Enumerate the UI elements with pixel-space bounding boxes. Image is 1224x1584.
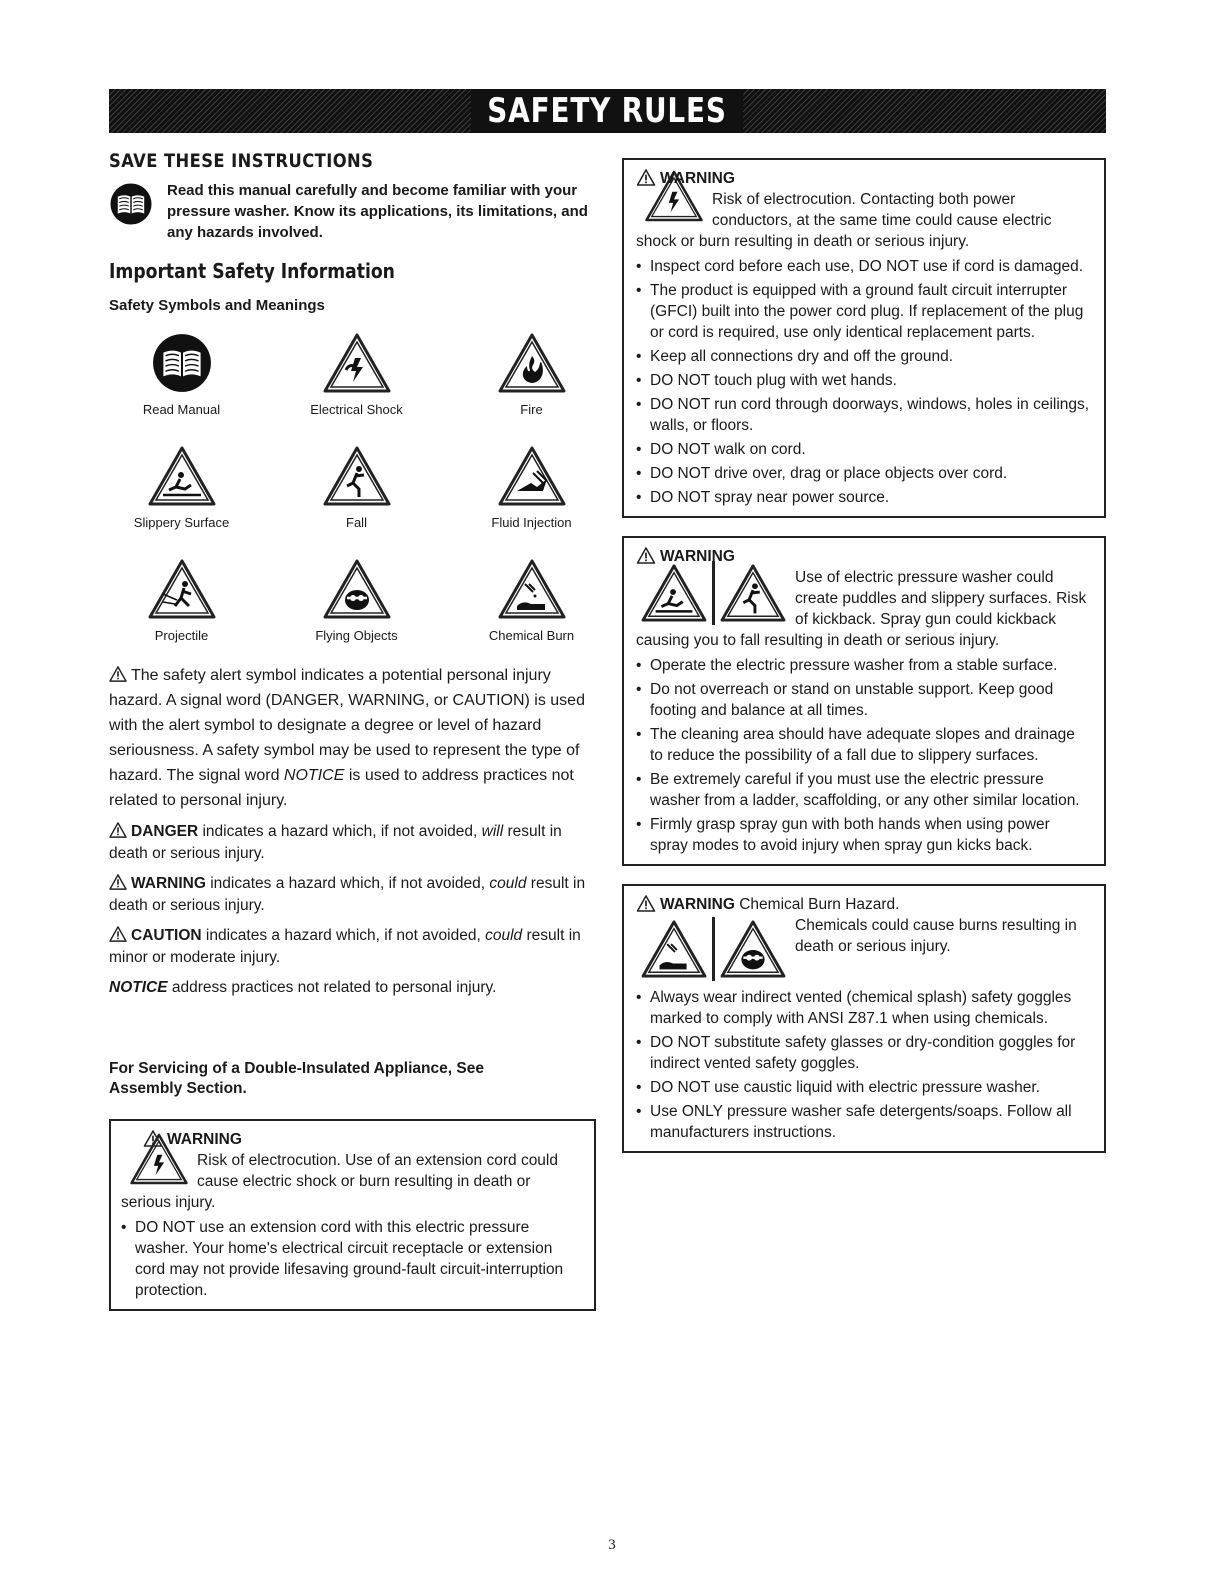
safety-alert-icon (143, 1130, 163, 1147)
symbol-read-manual (109, 330, 254, 417)
important-safety-heading: Important Safety Information (109, 259, 395, 283)
page-number: 3 (608, 1537, 616, 1553)
safety-alert-icon (109, 666, 127, 682)
list-item: • DO NOT touch plug with wet hands. (636, 370, 1090, 391)
slippery-surface-icon (640, 563, 708, 623)
intro-block (109, 180, 596, 243)
list-item: • Do not overreach or stand on unstable support. Keep good footing and balance at all times. (636, 679, 1090, 721)
symbol-slippery-surface (109, 443, 254, 530)
warning-signal-word: WARNING (660, 896, 735, 913)
symbol-label: Fluid Injection (491, 515, 572, 530)
warning-signal-word: WARNING (131, 875, 206, 892)
danger-text: indicates a hazard which, if not avoided, (202, 823, 478, 840)
warning-bullets (636, 987, 1090, 1143)
list-item: • Firmly grasp spray gun with both hands when using power spray modes to avoid injury when spray gun kicks back. (636, 814, 1090, 856)
warning-emphasis: could (489, 875, 527, 892)
read-manual-icon (109, 182, 153, 226)
safety-alert-icon (109, 926, 127, 942)
caution-emphasis: could (485, 927, 523, 944)
warning-lead: Risk of electrocution. Use of an extension cord could cause electric shock or burn resulting in death or serious injury. (121, 1152, 558, 1211)
fluid-injection-icon (497, 443, 567, 509)
symbol-label: Projectile (154, 628, 209, 643)
danger-text-end: result in death or serious injury. (109, 823, 562, 862)
notice-signal-word: NOTICE (109, 979, 168, 996)
warning-header (636, 168, 1090, 189)
list-item: • Be extremely careful if you must use the electric pressure washer from a ladder, scaffolding, or any other similar location. (636, 769, 1090, 811)
alert-paragraph-text: The safety alert symbol indicates a potential personal injury hazard. A signal word (DANGER, WARNING, or CAUTION) is used with the alert symbol to designate a degree or level of hazard seriousness. A safety symbol may be used to represent the type of hazard. The signal word (109, 667, 585, 784)
chemical-burn-icon (497, 556, 567, 622)
danger-signal-word: DANGER (131, 823, 199, 840)
safety-symbols-grid (109, 330, 596, 643)
list-item: • DO NOT spray near power source. (636, 487, 1090, 508)
slippery-kickback-warning-box (622, 536, 1106, 866)
warning-signal-word: WARNING (167, 1131, 242, 1148)
notice-word: NOTICE (283, 767, 345, 784)
warning-lead: Risk of electrocution. Contacting both power conductors, at the same time could cause electric shock or burn resulting in death or serious injury. (636, 191, 1052, 250)
list-item: • Inspect cord before each use, DO NOT use if cord is damaged. (636, 256, 1090, 277)
symbol-fluid-injection (459, 443, 604, 530)
symbol-label: Chemical Burn (488, 628, 575, 643)
list-item: • Operate the electric pressure washer from a stable surface. (636, 655, 1090, 676)
safety-alert-icon (109, 822, 127, 838)
symbol-fall (284, 443, 429, 530)
warning-header (121, 1129, 580, 1150)
danger-emphasis: will (481, 823, 504, 840)
notice-text: address practices not related to personal injury. (171, 979, 497, 996)
warning-bullets (636, 655, 1090, 856)
list-item: • Keep all connections dry and off the ground. (636, 346, 1090, 367)
symbol-label: Read Manual (142, 402, 221, 417)
notice-definition (109, 977, 596, 999)
list-item: • Use ONLY pressure washer safe detergents/soaps. Follow all manufacturers instructions. (636, 1101, 1090, 1143)
alert-paragraph-text-end: is used to address practices not related to personal injury. (109, 767, 574, 809)
list-item: • The product is equipped with a ground fault circuit interrupter (GFCI) built into the power cord plug. If replacement of the plug or cord is required, use only identical replacement parts. (636, 280, 1090, 343)
list-item: • DO NOT walk on cord. (636, 439, 1090, 460)
symbol-label: Fall (346, 515, 367, 530)
fall-icon (322, 443, 392, 509)
flying-objects-icon (719, 919, 787, 979)
fire-icon (497, 330, 567, 396)
servicing-heading: For Servicing of a Double-Insulated Appliance, See Assembly Section. (109, 1060, 484, 1097)
safety-alert-icon (636, 895, 656, 912)
warning-definition (109, 873, 596, 917)
section-banner (109, 89, 1106, 133)
symbol-fire (459, 330, 604, 417)
caution-signal-word: CAUTION (131, 927, 202, 944)
electrical-shock-icon (322, 330, 392, 396)
list-item: • DO NOT substitute safety glasses or dry-condition goggles for indirect vented safety goggles. (636, 1032, 1090, 1074)
symbol-label: Electrical Shock (310, 402, 403, 417)
caution-text-end: result in minor or moderate injury. (109, 927, 581, 966)
list-item: • DO NOT use an extension cord with this electric pressure washer. Your home's electrical circuit receptacle or extension cord may not provide lifesaving ground-fault circuit-interruption protection. (121, 1217, 580, 1301)
symbol-label: Flying Objects (315, 628, 398, 643)
hazard-icon-pair (640, 917, 787, 981)
caution-definition (109, 925, 596, 969)
warning-header (636, 546, 1090, 567)
list-item: • The cleaning area should have adequate slopes and drainage to reduce the possibility of a fall due to slippery surfaces. (636, 724, 1090, 766)
warning-text-end: result in death or serious injury. (109, 875, 586, 914)
left-column (109, 150, 596, 1311)
warning-title: Chemical Burn Hazard. (739, 896, 900, 913)
symbol-chemical-burn (459, 556, 604, 643)
symbols-heading: Safety Symbols and Meanings (109, 297, 325, 314)
list-item: • DO NOT run cord through doorways, windows, holes in ceilings, walls, or floors. (636, 394, 1090, 436)
hazard-icon-pair (640, 561, 787, 625)
extension-cord-warning-box (109, 1119, 596, 1311)
slippery-surface-icon (147, 443, 217, 509)
safety-alert-icon (636, 547, 656, 564)
list-item: • DO NOT drive over, drag or place objects over cord. (636, 463, 1090, 484)
right-column (622, 158, 1106, 1153)
icon-divider (712, 561, 715, 625)
fall-icon (719, 563, 787, 623)
icon-divider (712, 917, 715, 981)
safety-alert-icon (109, 874, 127, 890)
symbol-label: Slippery Surface (133, 515, 230, 530)
warning-bullets (636, 256, 1090, 508)
list-item: • Always wear indirect vented (chemical splash) safety goggles marked to comply with ANSI Z87.1 when using chemicals. (636, 987, 1090, 1029)
warning-lead: Use of electric pressure washer could create puddles and slippery surfaces. Risk of kickback. Spray gun could kickback causing you to fall resulting in death or serious injury. (636, 569, 1087, 649)
intro-text: Read this manual carefully and become familiar with your pressure washer. Know its applications, its limitations, and any hazards involved. (167, 182, 588, 241)
warning-bullets (121, 1217, 580, 1301)
warning-text: indicates a hazard which, if not avoided, (210, 875, 486, 892)
warning-lead: Chemicals could cause burns resulting in death or serious injury. (795, 917, 1077, 955)
symbol-electrical-shock (284, 330, 429, 417)
symbol-label: Fire (520, 402, 543, 417)
safety-alert-icon (636, 169, 656, 186)
chemical-burn-icon (640, 919, 708, 979)
danger-definition (109, 821, 596, 865)
projectile-icon (147, 556, 217, 622)
chemical-burn-warning-box (622, 884, 1106, 1153)
caution-text: indicates a hazard which, if not avoided, (205, 927, 481, 944)
flying-objects-icon (322, 556, 392, 622)
alert-symbol-paragraph (109, 663, 596, 813)
symbol-flying-objects (284, 556, 429, 643)
save-instructions-heading: SAVE THESE INSTRUCTIONS (109, 150, 374, 172)
banner-title: SAFETY RULES (471, 89, 743, 133)
electrocution-warning-box (622, 158, 1106, 518)
list-item: • DO NOT use caustic liquid with electric pressure washer. (636, 1077, 1090, 1098)
warning-signal-word: WARNING (660, 170, 735, 187)
warning-header (636, 894, 1090, 915)
read-manual-icon (147, 330, 217, 396)
warning-signal-word: WARNING (660, 548, 735, 565)
symbol-projectile (109, 556, 254, 643)
